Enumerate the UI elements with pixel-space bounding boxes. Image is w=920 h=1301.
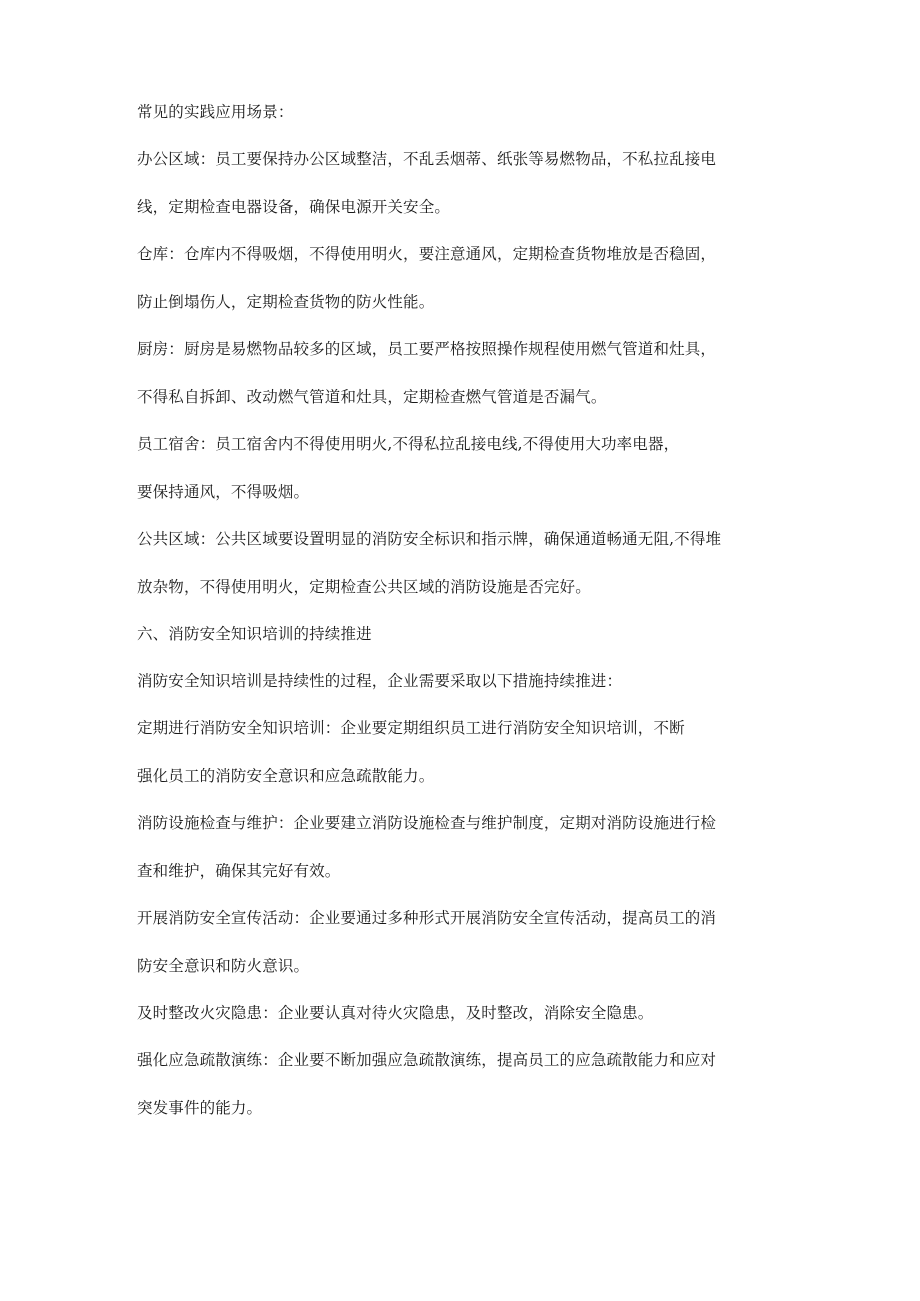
text-line: 防安全意识和防火意识。 <box>137 957 310 975</box>
section-heading: 六、消防安全知识培训的持续推进 <box>137 625 372 643</box>
text-line: 厨房：厨房是易燃物品较多的区域，员工要严格按照操作规程使用燃气管道和灶具， <box>137 340 717 358</box>
text-line: 定期进行消防安全知识培训：企业要定期组织员工进行消防安全知识培训，不断 <box>137 719 685 737</box>
text-line: 查和维护，确保其完好有效。 <box>137 862 341 880</box>
document-body <box>137 100 797 1120</box>
text-line: 突发事件的能力。 <box>137 1099 263 1117</box>
text-line: 线，定期检查电器设备，确保电源开关安全。 <box>137 198 451 216</box>
text-line: 办公区域：员工要保持办公区域整洁，不乱丢烟蒂、纸张等易燃物品，不私拉乱接电 <box>137 150 717 168</box>
text-line: 公共区域：公共区域要设置明显的消防安全标识和指示牌，确保通道畅通无阻,不得堆 <box>137 530 722 548</box>
text-line: 消防安全知识培训是持续性的过程，企业需要采取以下措施持续推进： <box>137 672 623 690</box>
text-line: 员工宿舍：员工宿舍内不得使用明火,不得私拉乱接电线,不得使用大功率电器， <box>137 435 680 453</box>
text-line: 不得私自拆卸、改动燃气管道和灶具，定期检查燃气管道是否漏气。 <box>137 388 607 406</box>
text-line: 放杂物，不得使用明火，定期检查公共区域的消防设施是否完好。 <box>137 578 591 596</box>
text-line: 仓库：仓库内不得吸烟，不得使用明火，要注意通风，定期检查货物堆放是否稳固， <box>137 245 717 263</box>
text-line: 常见的实践应用场景： <box>137 103 294 121</box>
text-line: 消防设施检查与维护：企业要建立消防设施检查与维护制度，定期对消防设施进行检 <box>137 814 717 832</box>
text-line: 强化员工的消防安全意识和应急疏散能力。 <box>137 767 435 785</box>
text-line: 强化应急疏散演练：企业要不断加强应急疏散演练，提高员工的应急疏散能力和应对 <box>137 1051 717 1069</box>
text-line: 要保持通风，不得吸烟。 <box>137 483 310 501</box>
text-line: 开展消防安全宣传活动：企业要通过多种形式开展消防安全宣传活动，提高员工的消 <box>137 909 717 927</box>
text-line: 防止倒塌伤人，定期检查货物的防火性能。 <box>137 293 435 311</box>
text-line: 及时整改火灾隐患：企业要认真对待火灾隐患，及时整改，消除安全隐患。 <box>137 1004 654 1022</box>
